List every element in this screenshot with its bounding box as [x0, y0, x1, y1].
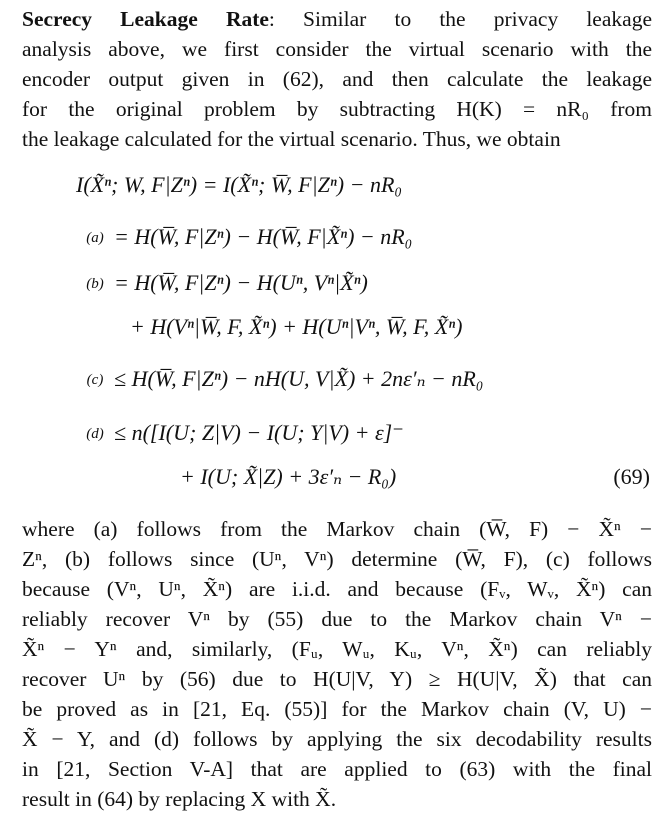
step-label: (c) [86, 372, 104, 388]
intro-line: the leakage calculated for the virtual scenario. Thus, we obtain [22, 127, 561, 151]
equation-row: (a) = H(W̅, F|Zⁿ) − H(W̅, F|X̃ⁿ) − nR₀ [82, 224, 412, 250]
explanation-line: recover Uⁿ by (56) due to H(U|V, Y) ≥ H(U|V, X̃) that can [22, 667, 652, 691]
explanation-line: reliably recover Vⁿ by (55) due to the Markov chain Vⁿ − [22, 607, 652, 631]
intro-line: encoder output given in (62), and then calculate the leakage [22, 67, 652, 91]
equation-row: + I(U; X̃|Z) + 3ε′ₙ − R₀) [180, 464, 397, 489]
explanation-line: X̃ − Y, and (d) follows by applying the six decodability results [22, 727, 652, 751]
explanation-line: be proved as in [21, Eq. (55)] for the Markov chain (V, U) − [22, 697, 652, 721]
step-label: (d) [86, 426, 104, 442]
equation-row: (d) ≤ n([I(U; Z|V) − I(U; Y|V) + ε]⁻ [82, 420, 404, 446]
intro-line: Secrecy Leakage Rate: Similar to the privacy leakage [22, 7, 652, 31]
explanation-line: because (Vⁿ, Uⁿ, X̃ⁿ) are i.i.d. and because (Fᵥ, Wᵥ, X̃ⁿ) can [22, 577, 652, 601]
explanation-line: X̃ⁿ − Yⁿ and, similarly, (Fᵤ, Wᵤ, Kᵤ, Vⁿ, X̃ⁿ) can reliably [22, 637, 652, 661]
intro-line: analysis above, we first consider the virtual scenario with the [22, 37, 652, 61]
equation-number: (69) [613, 464, 650, 489]
equation-row: + H(Vⁿ|W̅, F, X̃ⁿ) + H(Uⁿ|Vⁿ, W̅, F, X̃ⁿ) [130, 314, 463, 339]
explanation-line: in [21, Section V-A] that are applied to (63) with the final [22, 757, 652, 781]
step-label: (a) [86, 230, 104, 246]
explanation-line: result in (64) by replacing X with X̃. [22, 787, 337, 811]
step-label: (b) [86, 276, 104, 292]
explanation-line: Zⁿ, (b) follows since (Uⁿ, Vⁿ) determine (W̅, F), (c) follows [22, 547, 652, 571]
equation-row: (c) ≤ H(W̅, F|Zⁿ) − nH(U, V|X̃) + 2nε′ₙ − nR₀ [82, 366, 483, 392]
equation-row: (b) = H(W̅, F|Zⁿ) − H(Uⁿ, Vⁿ|X̃ⁿ) [82, 270, 368, 296]
equation-row: I(X̃ⁿ; W, F|Zⁿ) = I(X̃ⁿ; W̅, F|Zⁿ) − nR₀ [76, 172, 403, 197]
explanation-line: where (a) follows from the Markov chain (W̅, F) − X̃ⁿ − [22, 517, 652, 541]
intro-line: for the original problem by subtracting H(K) = nR₀ from [22, 97, 652, 121]
section-heading: Secrecy Leakage Rate [22, 7, 269, 31]
intro-paragraph [22, 4, 652, 154]
explanation-paragraph [22, 514, 652, 814]
